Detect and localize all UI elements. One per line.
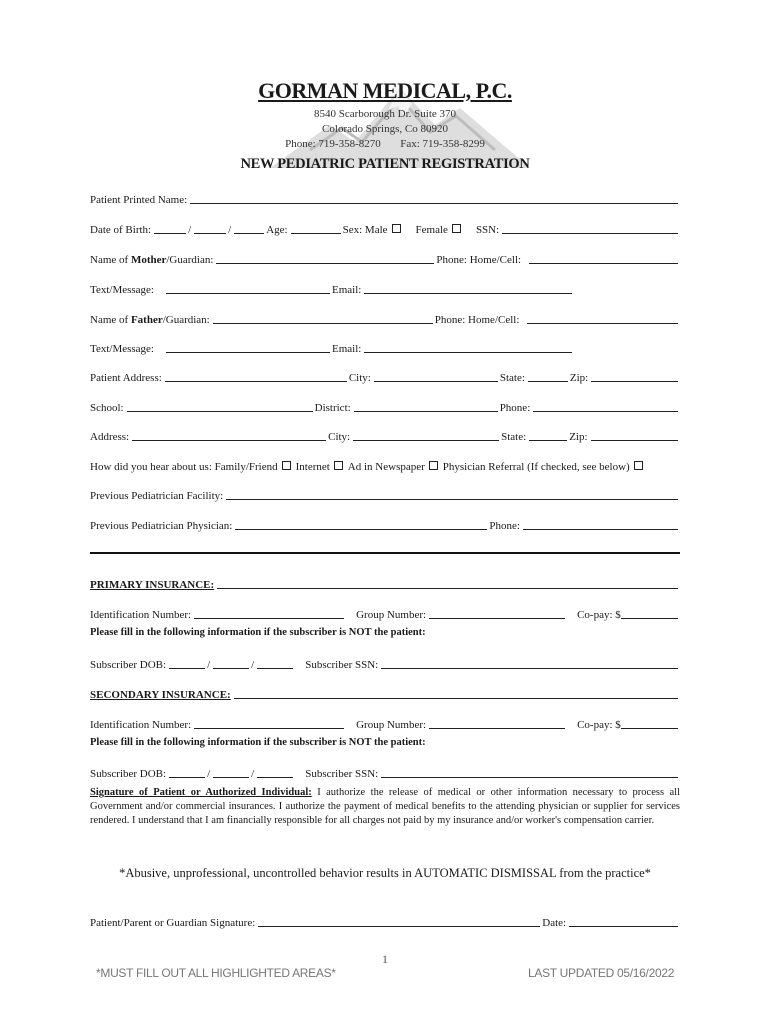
name-of-label-mother: Name of (90, 254, 129, 266)
ad-newspaper-checkbox[interactable] (429, 461, 438, 470)
school-address-row (90, 425, 680, 443)
father-phone-field[interactable] (527, 311, 678, 324)
primary-id-field[interactable] (194, 606, 344, 619)
dob-day-field[interactable] (194, 221, 226, 234)
father-label: Father (130, 314, 163, 326)
form-title: NEW PEDIATRIC PATIENT REGISTRATION (240, 156, 530, 172)
secondary-copay-symbol: $ (615, 719, 621, 731)
patient-address-row (90, 366, 680, 384)
primary-sub-ssn-field[interactable] (381, 656, 678, 669)
mother-text-field[interactable] (166, 281, 330, 294)
school-phone-field[interactable] (533, 399, 678, 412)
signature-date-field[interactable] (569, 914, 678, 927)
school-row (90, 396, 680, 414)
primary-copay-label: Co-pay: (577, 609, 613, 621)
authorization-text: I authorize the release of medical or other information necessary to process all Government and/or commercial insurances. I authorize the payment of medical benefits to the attending physician or supplier for services rendered. I understand that I am financially responsible for all charges not paid by my insurance and/or worker's compensation carrier. (90, 787, 680, 826)
school-address-field[interactable] (132, 428, 326, 441)
secondary-id-field[interactable] (194, 716, 344, 729)
signature-date-label: Date: (542, 917, 567, 929)
guardian-label-mother: /Guardian: (166, 254, 214, 266)
primary-insurance-field[interactable] (217, 576, 678, 589)
section-divider (90, 552, 680, 554)
primary-sub-dob-label: Subscriber DOB: (90, 659, 167, 671)
school-city-field[interactable] (353, 428, 499, 441)
family-friend-checkbox[interactable] (282, 461, 291, 470)
primary-insurance-label: PRIMARY INSURANCE: (90, 579, 215, 591)
prev-physician-label: Previous Pediatrician Physician: (90, 520, 233, 532)
district-label: District: (314, 402, 351, 414)
secondary-sub-dob-month[interactable] (169, 765, 205, 778)
district-field[interactable] (354, 399, 498, 412)
prev-facility-row (90, 484, 680, 502)
father-text-field[interactable] (166, 340, 330, 353)
secondary-sub-ssn-field[interactable] (381, 765, 678, 778)
referral-source-row (90, 455, 680, 473)
father-text-row (90, 337, 680, 355)
secondary-sub-dob-day[interactable] (213, 765, 249, 778)
school-zip-label: Zip: (569, 431, 588, 443)
mother-email-field[interactable] (364, 281, 572, 294)
signature-heading: Signature of Patient or Authorized Individual: (90, 787, 312, 798)
primary-subscriber-row (90, 653, 680, 671)
mother-text-row (90, 278, 680, 296)
patient-name-label: Patient Printed Name: (90, 194, 188, 206)
father-email-label: Email: (332, 343, 362, 355)
patient-zip-label: Zip: (569, 372, 589, 384)
primary-sub-dob-sep-2: / (251, 659, 255, 671)
female-checkbox[interactable] (452, 224, 461, 233)
secondary-sub-ssn-label: Subscriber SSN: (305, 768, 379, 780)
authorization-paragraph (90, 786, 680, 828)
practice-fax: Fax: 719-358-8299 (400, 138, 485, 150)
school-label: School: (90, 402, 124, 414)
prev-facility-field[interactable] (226, 487, 678, 500)
guardian-label-father: /Guardian: (162, 314, 210, 326)
signature-field[interactable] (258, 914, 540, 927)
secondary-group-field[interactable] (429, 716, 565, 729)
address-line-2: Colorado Springs, Co 80920 (322, 123, 448, 135)
patient-name-row (90, 188, 680, 206)
practice-phone: Phone: 719-358-8270 (285, 138, 381, 150)
school-phone-label: Phone: (499, 402, 531, 414)
mother-name-field[interactable] (216, 251, 434, 264)
dob-month-field[interactable] (154, 221, 186, 234)
secondary-insurance-row (90, 683, 680, 701)
school-address-label: Address: (90, 431, 130, 443)
ssn-label: SSN: (475, 224, 500, 236)
dob-sep-2: / (228, 224, 232, 236)
school-city-label: City: (328, 431, 351, 443)
dob-year-field[interactable] (234, 221, 264, 234)
contact-line (0, 138, 770, 150)
name-of-label-father: Name of (90, 314, 129, 326)
patient-city-field[interactable] (374, 369, 498, 382)
primary-copay-symbol: $ (615, 609, 621, 621)
prev-physician-row (90, 514, 680, 532)
father-row (90, 308, 680, 326)
secondary-group-label: Group Number: (356, 719, 427, 731)
patient-zip-field[interactable] (591, 369, 678, 382)
school-zip-field[interactable] (591, 428, 678, 441)
dob-sep-1: / (188, 224, 192, 236)
signature-label: Patient/Parent or Guardian Signature: (90, 917, 256, 929)
primary-insurance-row (90, 573, 680, 591)
secondary-subscriber-row (90, 762, 680, 780)
female-label: Female (415, 224, 448, 236)
patient-state-label: State: (499, 372, 525, 384)
ad-newspaper-label: Ad in Newspaper (347, 461, 425, 473)
primary-sub-dob-sep-1: / (207, 659, 211, 671)
mother-phone-label: Phone: Home/Cell: (436, 254, 522, 266)
prev-facility-label: Previous Pediatrician Facility: (90, 490, 224, 502)
dob-label: Date of Birth: (90, 224, 152, 236)
secondary-sub-dob-sep-2: / (251, 768, 255, 780)
physician-referral-label: Physician Referral (If checked, see below) (442, 461, 630, 473)
secondary-id-label: Identification Number: (90, 719, 192, 731)
primary-copay-field[interactable] (621, 606, 678, 619)
patient-city-label: City: (348, 372, 371, 384)
prev-physician-phone-field[interactable] (523, 517, 678, 530)
school-state-field[interactable] (529, 428, 567, 441)
practice-title: GORMAN MEDICAL, P.C. (258, 78, 512, 103)
patient-name-field[interactable] (190, 191, 678, 204)
primary-id-label: Identification Number: (90, 609, 192, 621)
primary-id-row (90, 603, 680, 621)
primary-subscriber-note: Please fill in the following information if the subscriber is NOT the patient: (90, 627, 426, 638)
secondary-sub-dob-label: Subscriber DOB: (90, 768, 167, 780)
internet-checkbox[interactable] (334, 461, 343, 470)
secondary-sub-dob-sep-1: / (207, 768, 211, 780)
secondary-copay-label: Co-pay: (577, 719, 613, 731)
primary-sub-dob-year[interactable] (257, 656, 293, 669)
dob-row (90, 218, 680, 236)
primary-sub-dob-day[interactable] (213, 656, 249, 669)
father-text-label: Text/Message: (90, 343, 154, 355)
age-field[interactable] (291, 221, 341, 234)
page-number: 1 (382, 952, 388, 966)
mother-email-label: Email: (332, 284, 362, 296)
school-state-label: State: (501, 431, 527, 443)
secondary-sub-dob-year[interactable] (257, 765, 293, 778)
ssn-field[interactable] (502, 221, 678, 234)
last-updated: LAST UPDATED 05/16/2022 (528, 966, 675, 980)
prev-physician-phone-label: Phone: (489, 520, 520, 532)
father-name-field[interactable] (213, 311, 433, 324)
patient-address-field[interactable] (165, 369, 347, 382)
primary-sub-dob-month[interactable] (169, 656, 205, 669)
prev-physician-field[interactable] (235, 517, 487, 530)
secondary-insurance-field[interactable] (234, 686, 678, 699)
physician-referral-checkbox[interactable] (634, 461, 643, 470)
primary-sub-ssn-label: Subscriber SSN: (305, 659, 379, 671)
internet-label: Internet (295, 461, 330, 473)
sex-male-label: Sex: Male (342, 224, 388, 236)
secondary-subscriber-note: Please fill in the following information if the subscriber is NOT the patient: (90, 737, 426, 748)
primary-group-field[interactable] (429, 606, 565, 619)
mother-label: Mother (130, 254, 167, 266)
secondary-id-row (90, 713, 680, 731)
age-label: Age: (266, 224, 288, 236)
patient-address-label: Patient Address: (90, 372, 162, 384)
patient-state-field[interactable] (528, 369, 568, 382)
must-fill-note: *MUST FILL OUT ALL HIGHLIGHTED AREAS* (96, 966, 336, 980)
mother-row (90, 248, 680, 266)
secondary-insurance-label: SECONDARY INSURANCE: (90, 689, 231, 701)
mother-text-label: Text/Message: (90, 284, 154, 296)
male-checkbox[interactable] (392, 224, 401, 233)
signature-row (90, 911, 680, 929)
mother-phone-field[interactable] (529, 251, 678, 264)
hear-about-label: How did you hear about us: Family/Friend (90, 461, 278, 473)
school-field[interactable] (127, 399, 313, 412)
dismissal-warning: *Abusive, unprofessional, uncontrolled behavior results in AUTOMATIC DISMISSAL from the practice* (119, 866, 651, 880)
father-email-field[interactable] (364, 340, 572, 353)
father-phone-label: Phone: Home/Cell: (434, 314, 520, 326)
secondary-copay-field[interactable] (621, 716, 678, 729)
address-line-1: 8540 Scarborough Dr. Suite 370 (313, 108, 457, 120)
primary-group-label: Group Number: (356, 609, 427, 621)
